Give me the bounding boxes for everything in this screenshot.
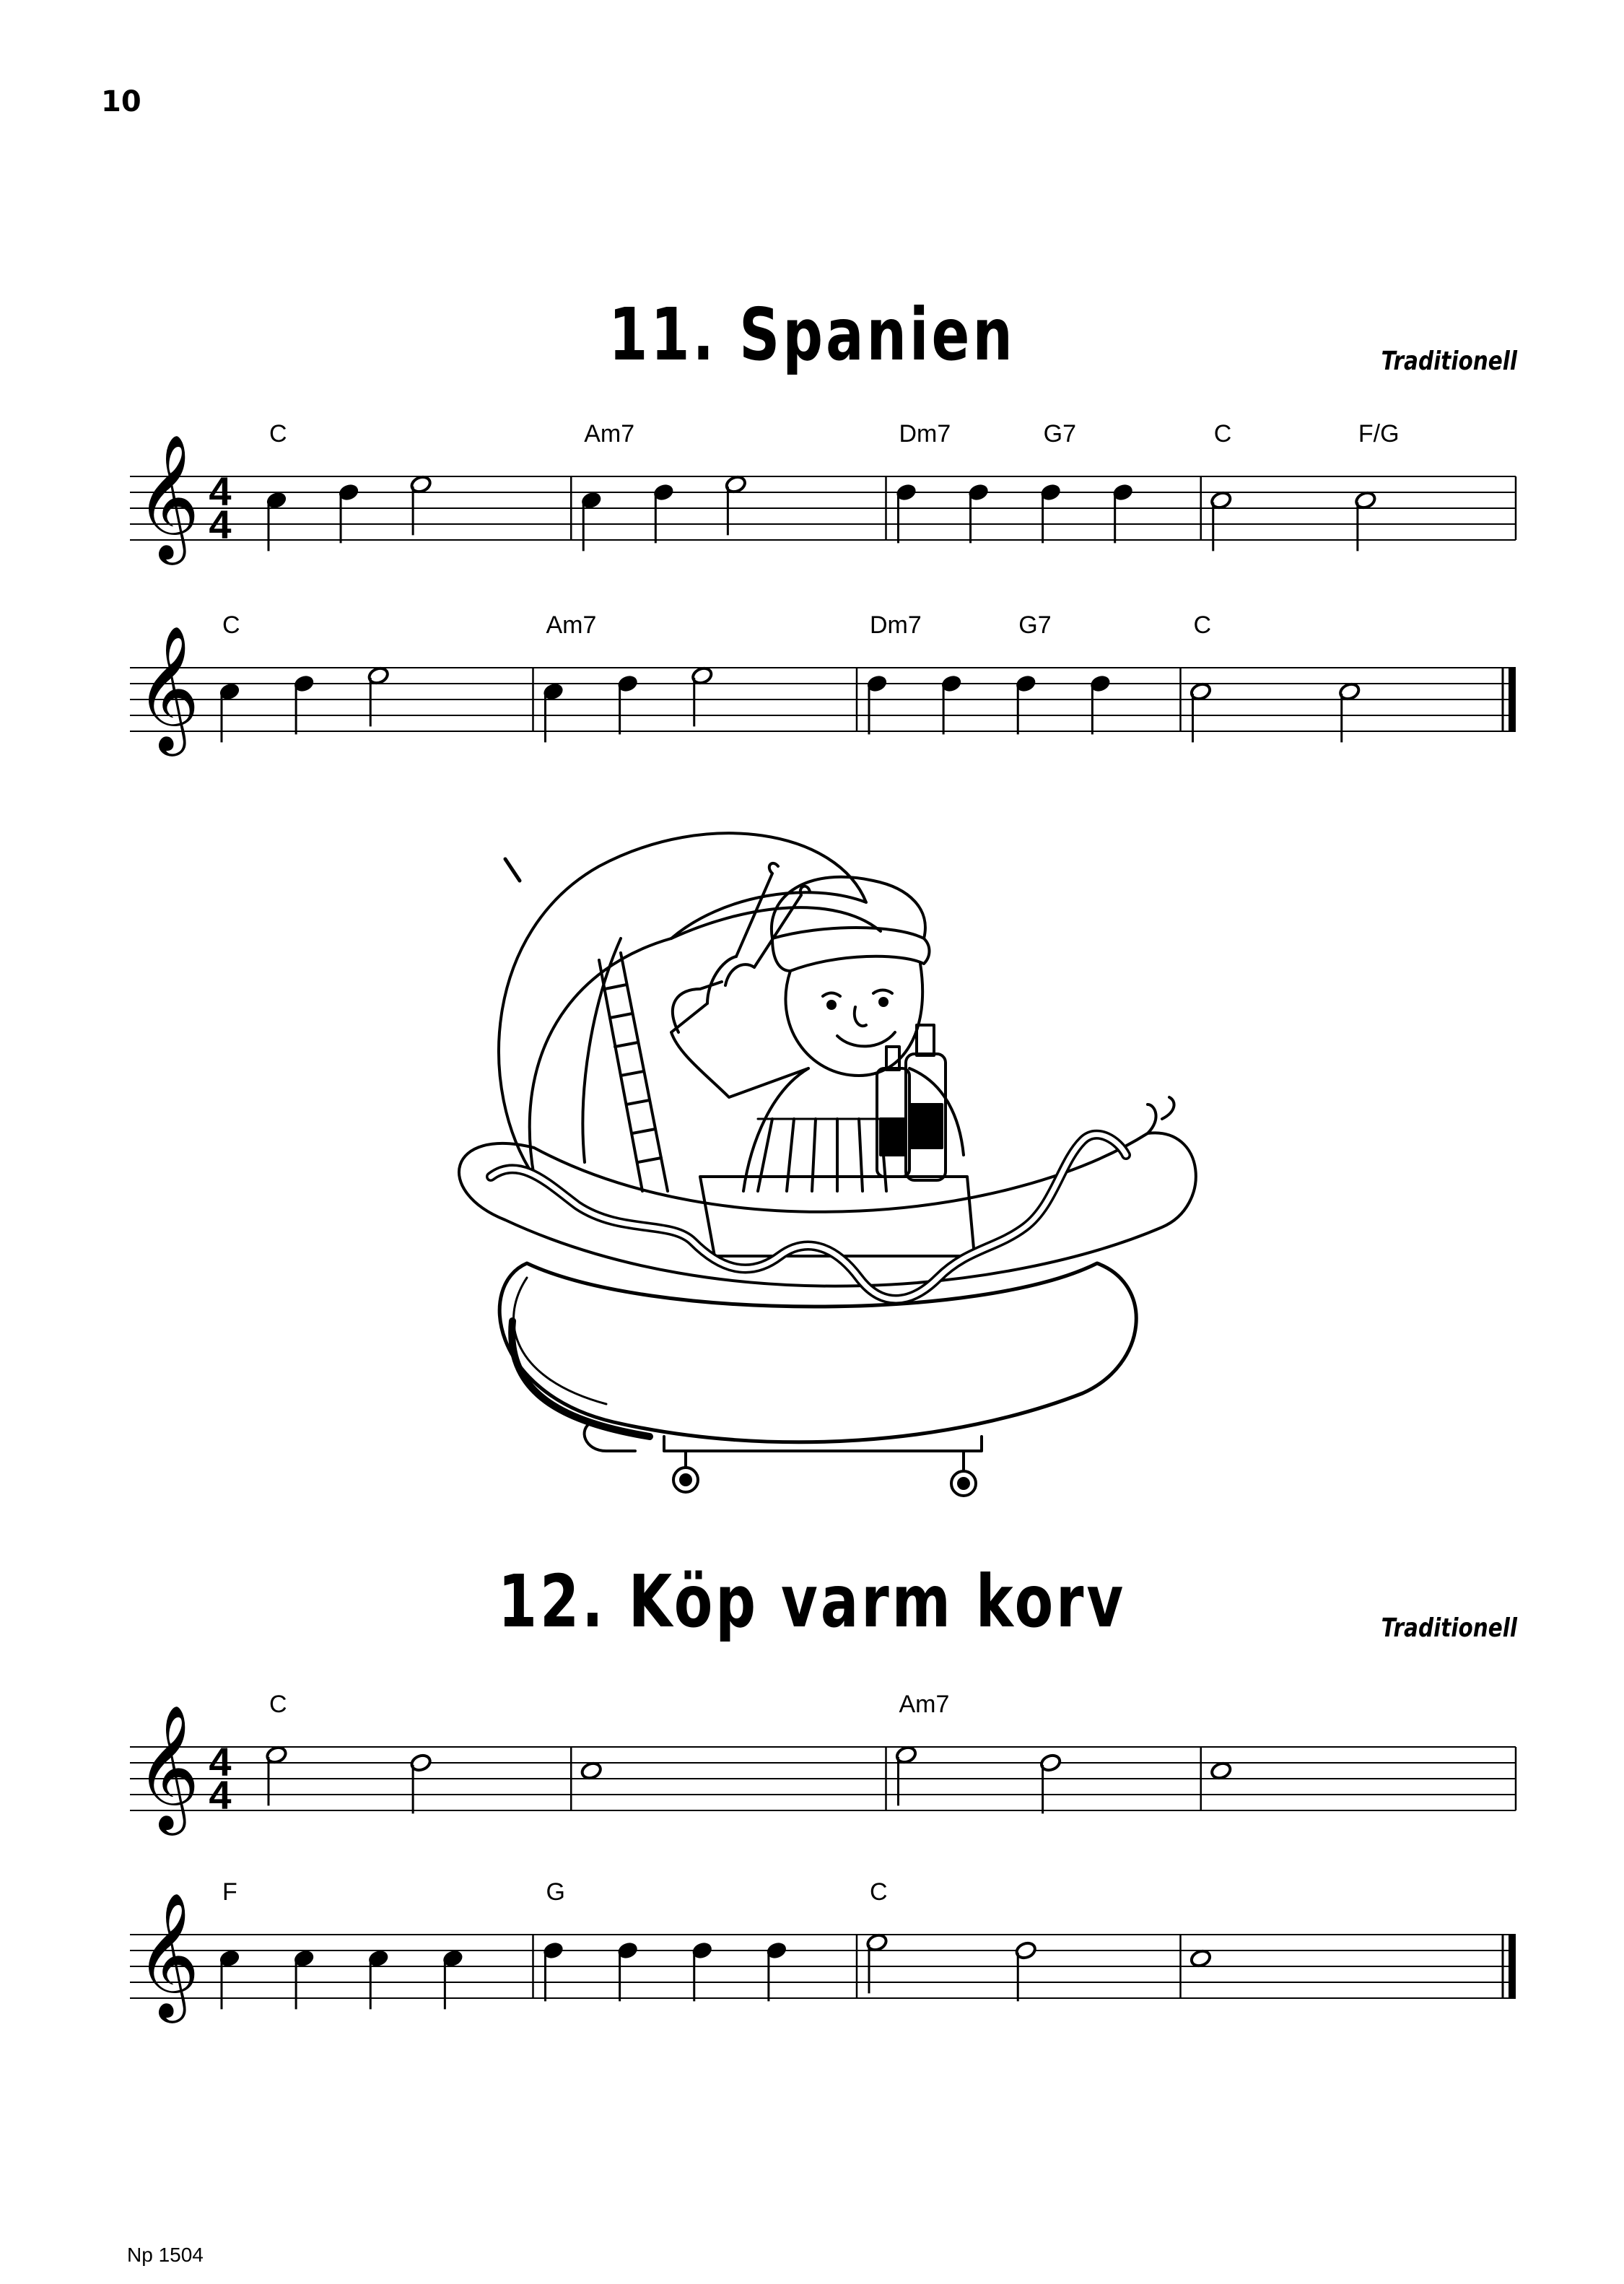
song-title-kop-varm-korv: 12. Köp varm korv	[497, 1559, 1127, 1644]
chord-symbol: G7	[1043, 420, 1076, 448]
chord-symbol: C	[269, 1691, 287, 1718]
staff-system	[0, 1862, 1624, 2036]
chord-symbol: Dm7	[870, 611, 922, 639]
time-signature-bottom: 4	[209, 1772, 232, 1818]
footer-code: Np 1504	[127, 2244, 204, 2266]
staff-system	[0, 404, 1624, 577]
chord-symbol: G	[546, 1878, 565, 1906]
note-head	[1189, 1948, 1212, 1968]
final-bar-thick	[1509, 668, 1516, 731]
note-head	[580, 1761, 603, 1780]
chord-symbol: Am7	[584, 420, 635, 448]
final-bar-thick	[1509, 1935, 1516, 1998]
treble-clef-icon: 𝄞	[136, 1893, 200, 2015]
chord-symbol: Am7	[546, 611, 597, 639]
chord-symbol: C	[222, 611, 240, 639]
time-signature-top: 4	[209, 1739, 232, 1784]
chord-symbol: G7	[1018, 611, 1052, 639]
time-signature-top: 4	[209, 468, 232, 514]
time-signature-bottom: 4	[209, 502, 232, 547]
hot-dog-vendor-illustration	[433, 816, 1227, 1530]
composer-spanien: Traditionell	[1381, 346, 1517, 376]
chord-symbol: Dm7	[899, 420, 951, 448]
chord-symbol: F/G	[1358, 420, 1400, 448]
chord-symbol: C	[870, 1878, 888, 1906]
staff-system	[0, 1675, 1624, 1848]
staff-system	[0, 596, 1624, 769]
chord-symbol: Am7	[899, 1691, 950, 1718]
page-number: 10	[101, 85, 141, 118]
chord-symbol: C	[1213, 420, 1232, 448]
composer-kop-varm-korv: Traditionell	[1381, 1613, 1517, 1643]
treble-clef-icon: 𝄞	[136, 1706, 200, 1828]
treble-clef-icon: 𝄞	[136, 627, 200, 749]
song-title-spanien: 11. Spanien	[608, 292, 1016, 377]
note-head	[1210, 1761, 1232, 1780]
treble-clef-icon: 𝄞	[136, 435, 200, 557]
chord-symbol: F	[222, 1878, 237, 1906]
chord-symbol: C	[1193, 611, 1212, 639]
chord-symbol: C	[269, 420, 287, 448]
